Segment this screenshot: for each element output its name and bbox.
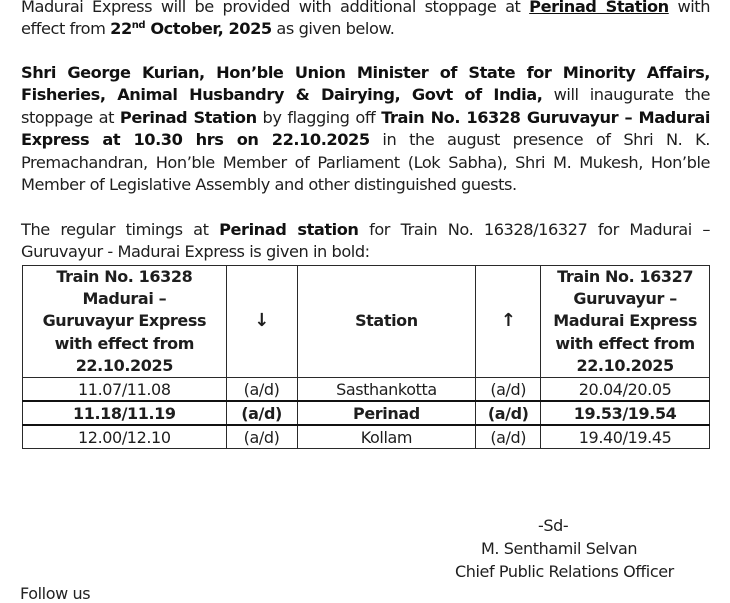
up-time: 20.04/20.05: [541, 378, 710, 402]
signatory-name: M. Senthamil Selvan: [481, 539, 638, 558]
up-time: 19.40/19.45: [541, 425, 710, 449]
station-name: Perinad Station: [119, 107, 257, 127]
perinad-station-highlight: Perinad Station: [529, 0, 669, 16]
header-line: with effect from: [54, 333, 194, 353]
down-time: 11.18/11.19: [23, 401, 227, 425]
paragraph-text: will inaugurate the stoppage at: [21, 85, 710, 127]
signature-mark: -Sd-: [538, 516, 569, 535]
intro-text: Madurai Express will be provided with additional stoppage at: [21, 0, 530, 16]
header-up-train: [541, 266, 710, 378]
header-line: Guruvayur Express: [42, 311, 207, 331]
down-arrow-icon: ↓: [226, 266, 297, 378]
header-line: Train No. 16328: [56, 267, 193, 286]
down-time: 11.07/11.08: [23, 378, 227, 402]
station-name: Perinad station: [219, 220, 359, 239]
station-cell: Kollam: [297, 425, 476, 449]
inauguration-paragraph: [21, 62, 710, 196]
intro-paragraph: [21, 0, 710, 41]
table-row: [23, 425, 710, 449]
intro-text: with effect from: [21, 0, 711, 39]
header-line: 22.10.2025: [75, 355, 173, 375]
intro-text: as given below.: [271, 19, 395, 39]
header-line: Madurai Express: [553, 311, 697, 331]
footer-cut-text: Follow us: [20, 584, 91, 603]
paragraph-text: in the august presence of Shri N. K. Premachandran, Hon’ble Member of Parliament (Lok Sabha), Shri M. Mukesh, Hon’ble Member of Legislative Assembly and other distinguished guests.: [21, 130, 710, 195]
effective-date: October, 2025: [145, 19, 272, 39]
timings-table: [22, 265, 710, 449]
header-line: 22.10.2025: [576, 355, 674, 375]
up-arr-dep: (a/d): [476, 378, 541, 402]
header-line: Madurai –: [82, 289, 167, 309]
up-arr-dep: (a/d): [476, 401, 541, 425]
station-cell: Sasthankotta: [297, 378, 476, 402]
up-arr-dep: (a/d): [476, 425, 541, 449]
header-down-train: [23, 266, 227, 378]
minister-name: Shri George Kurian, Hon’ble Union Minister of State for Minority Affairs, Fisheries, Animal Husbandry & Dairying, Govt of India,: [21, 63, 710, 105]
header-line: Guruvayur –: [573, 289, 677, 309]
table-row-highlighted: [23, 401, 710, 425]
paragraph-text: by flagging off: [256, 107, 382, 127]
down-arr-dep: (a/d): [226, 401, 297, 425]
timings-intro-paragraph: [21, 219, 710, 264]
effective-date-day: 22: [110, 19, 132, 39]
down-time: 12.00/12.10: [23, 425, 227, 449]
down-arr-dep: (a/d): [226, 425, 297, 449]
header-station: Station: [297, 266, 476, 378]
train-flagoff-details: Train No. 16328 Guruvayur – Madurai Express at 10.30 hrs on 22.10.2025: [21, 107, 710, 150]
down-arr-dep: (a/d): [226, 378, 297, 402]
signatory-designation: Chief Public Relations Officer: [455, 562, 674, 581]
table-header-row: [23, 266, 710, 378]
date-ordinal: nd: [131, 20, 146, 32]
station-cell: Perinad: [297, 401, 476, 425]
table-row: [23, 378, 710, 402]
paragraph-text: The regular timings at: [21, 220, 220, 239]
paragraph-text: for Train No. 16328/16327 for Madurai – Guruvayur - Madurai Express is given in bold:: [21, 220, 710, 262]
header-line: with effect from: [555, 333, 695, 353]
header-line: Train No. 16327: [557, 267, 694, 286]
up-arrow-icon: ↑: [476, 266, 541, 378]
up-time: 19.53/19.54: [541, 401, 710, 425]
